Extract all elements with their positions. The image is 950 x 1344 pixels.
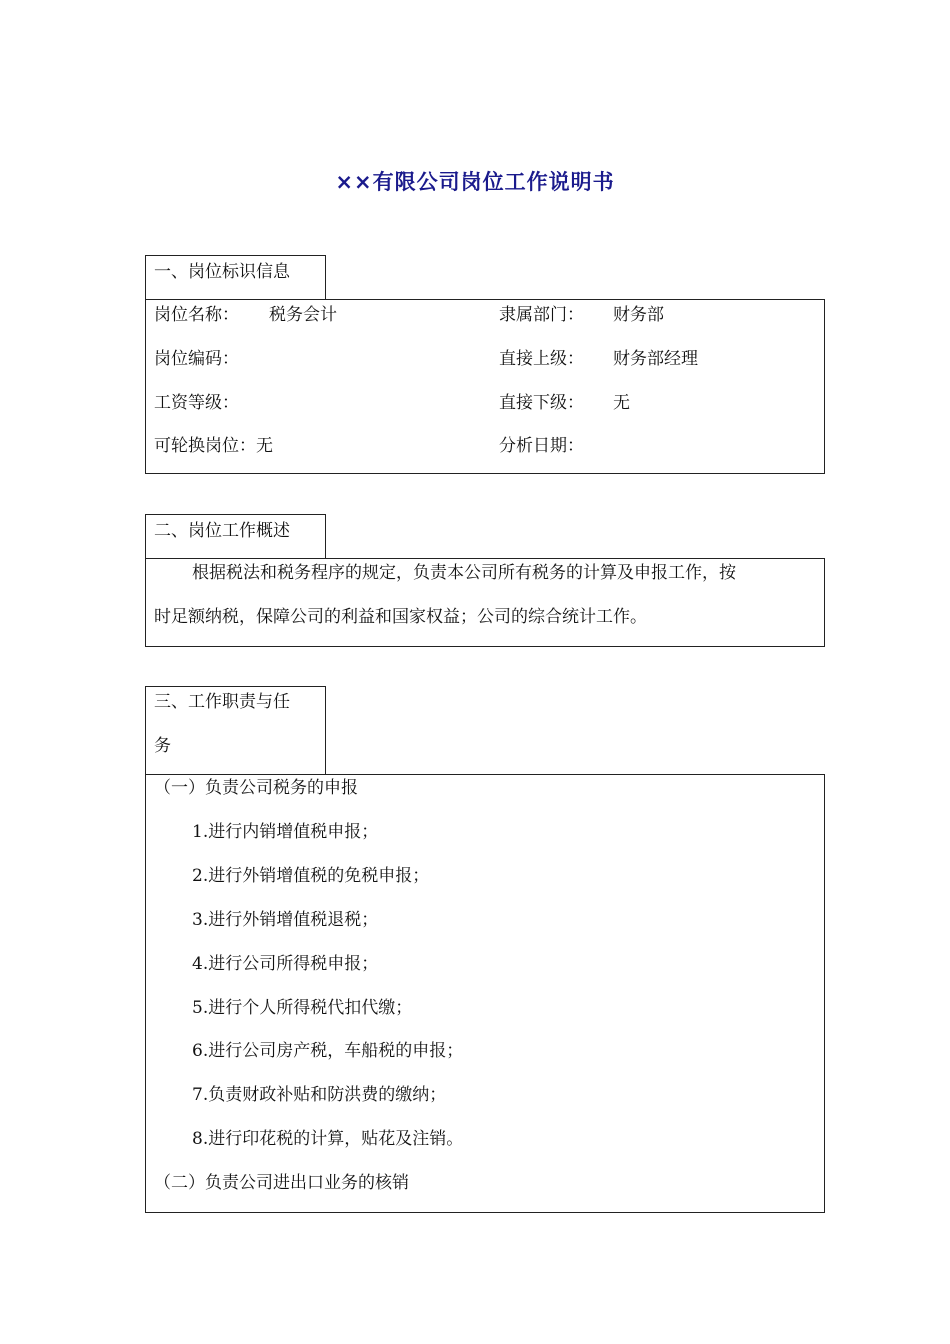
overview-line-2: 时足额纳税，保障公司的利益和国家权益；公司的综合统计工作。 [154,607,647,627]
section3-heading-line-1: 三、工作职责与任 [154,692,290,712]
position-code-label: 岗位编码： [154,349,239,369]
list-item: 6.进行公司房产税，车船税的申报； [192,1041,464,1061]
salary-grade-label: 工资等级： [154,393,239,413]
section1-heading [145,255,326,300]
list-item: 2.进行外销增值税的免税申报； [192,866,430,886]
overview-line-1: 根据税法和税务程序的规定，负责本公司所有税务的计算及申报工作，按 [192,563,736,583]
section1-heading-text: 一、岗位标识信息 [154,262,290,282]
duty-group-2: （二）负责公司进出口业务的核销 [154,1173,409,1193]
direct-subordinate-value: 无 [613,393,630,413]
position-name-label: 岗位名称： [154,305,239,325]
document-title: ××有限公司岗位工作说明书 [335,170,615,194]
info-row [146,431,824,461]
direct-subordinate-label: 直接下级： [499,393,584,413]
department-label: 隶属部门： [499,305,584,325]
list-item: 5.进行个人所得税代扣代缴； [192,998,413,1018]
info-row [146,344,824,374]
direct-superior-value: 财务部经理 [613,349,698,369]
list-item: 1.进行内销增值税申报； [192,822,379,842]
info-row [146,388,824,418]
section2-heading-text: 二、岗位工作概述 [154,521,290,541]
list-item: 4.进行公司所得税申报； [192,954,379,974]
list-item: 8.进行印花税的计算，贴花及注销。 [192,1129,464,1149]
job-overview-box [145,558,825,647]
rotatable-position-label: 可轮换岗位： [154,436,256,456]
department-value: 财务部 [613,305,664,325]
direct-superior-label: 直接上级： [499,349,584,369]
rotatable-position-value: 无 [256,436,273,456]
section3-heading-line-2: 务 [154,736,171,756]
section3-heading [145,686,326,775]
duties-box [145,774,825,1213]
list-item: 3.进行外销增值税退税； [192,910,379,930]
position-name-value: 税务会计 [269,305,337,325]
info-row [146,300,824,330]
position-info-box [145,299,825,474]
analysis-date-label: 分析日期： [499,436,584,456]
list-item: 7.负责财政补贴和防洪费的缴纳； [192,1085,447,1105]
duty-group-1: （一）负责公司税务的申报 [154,778,358,798]
